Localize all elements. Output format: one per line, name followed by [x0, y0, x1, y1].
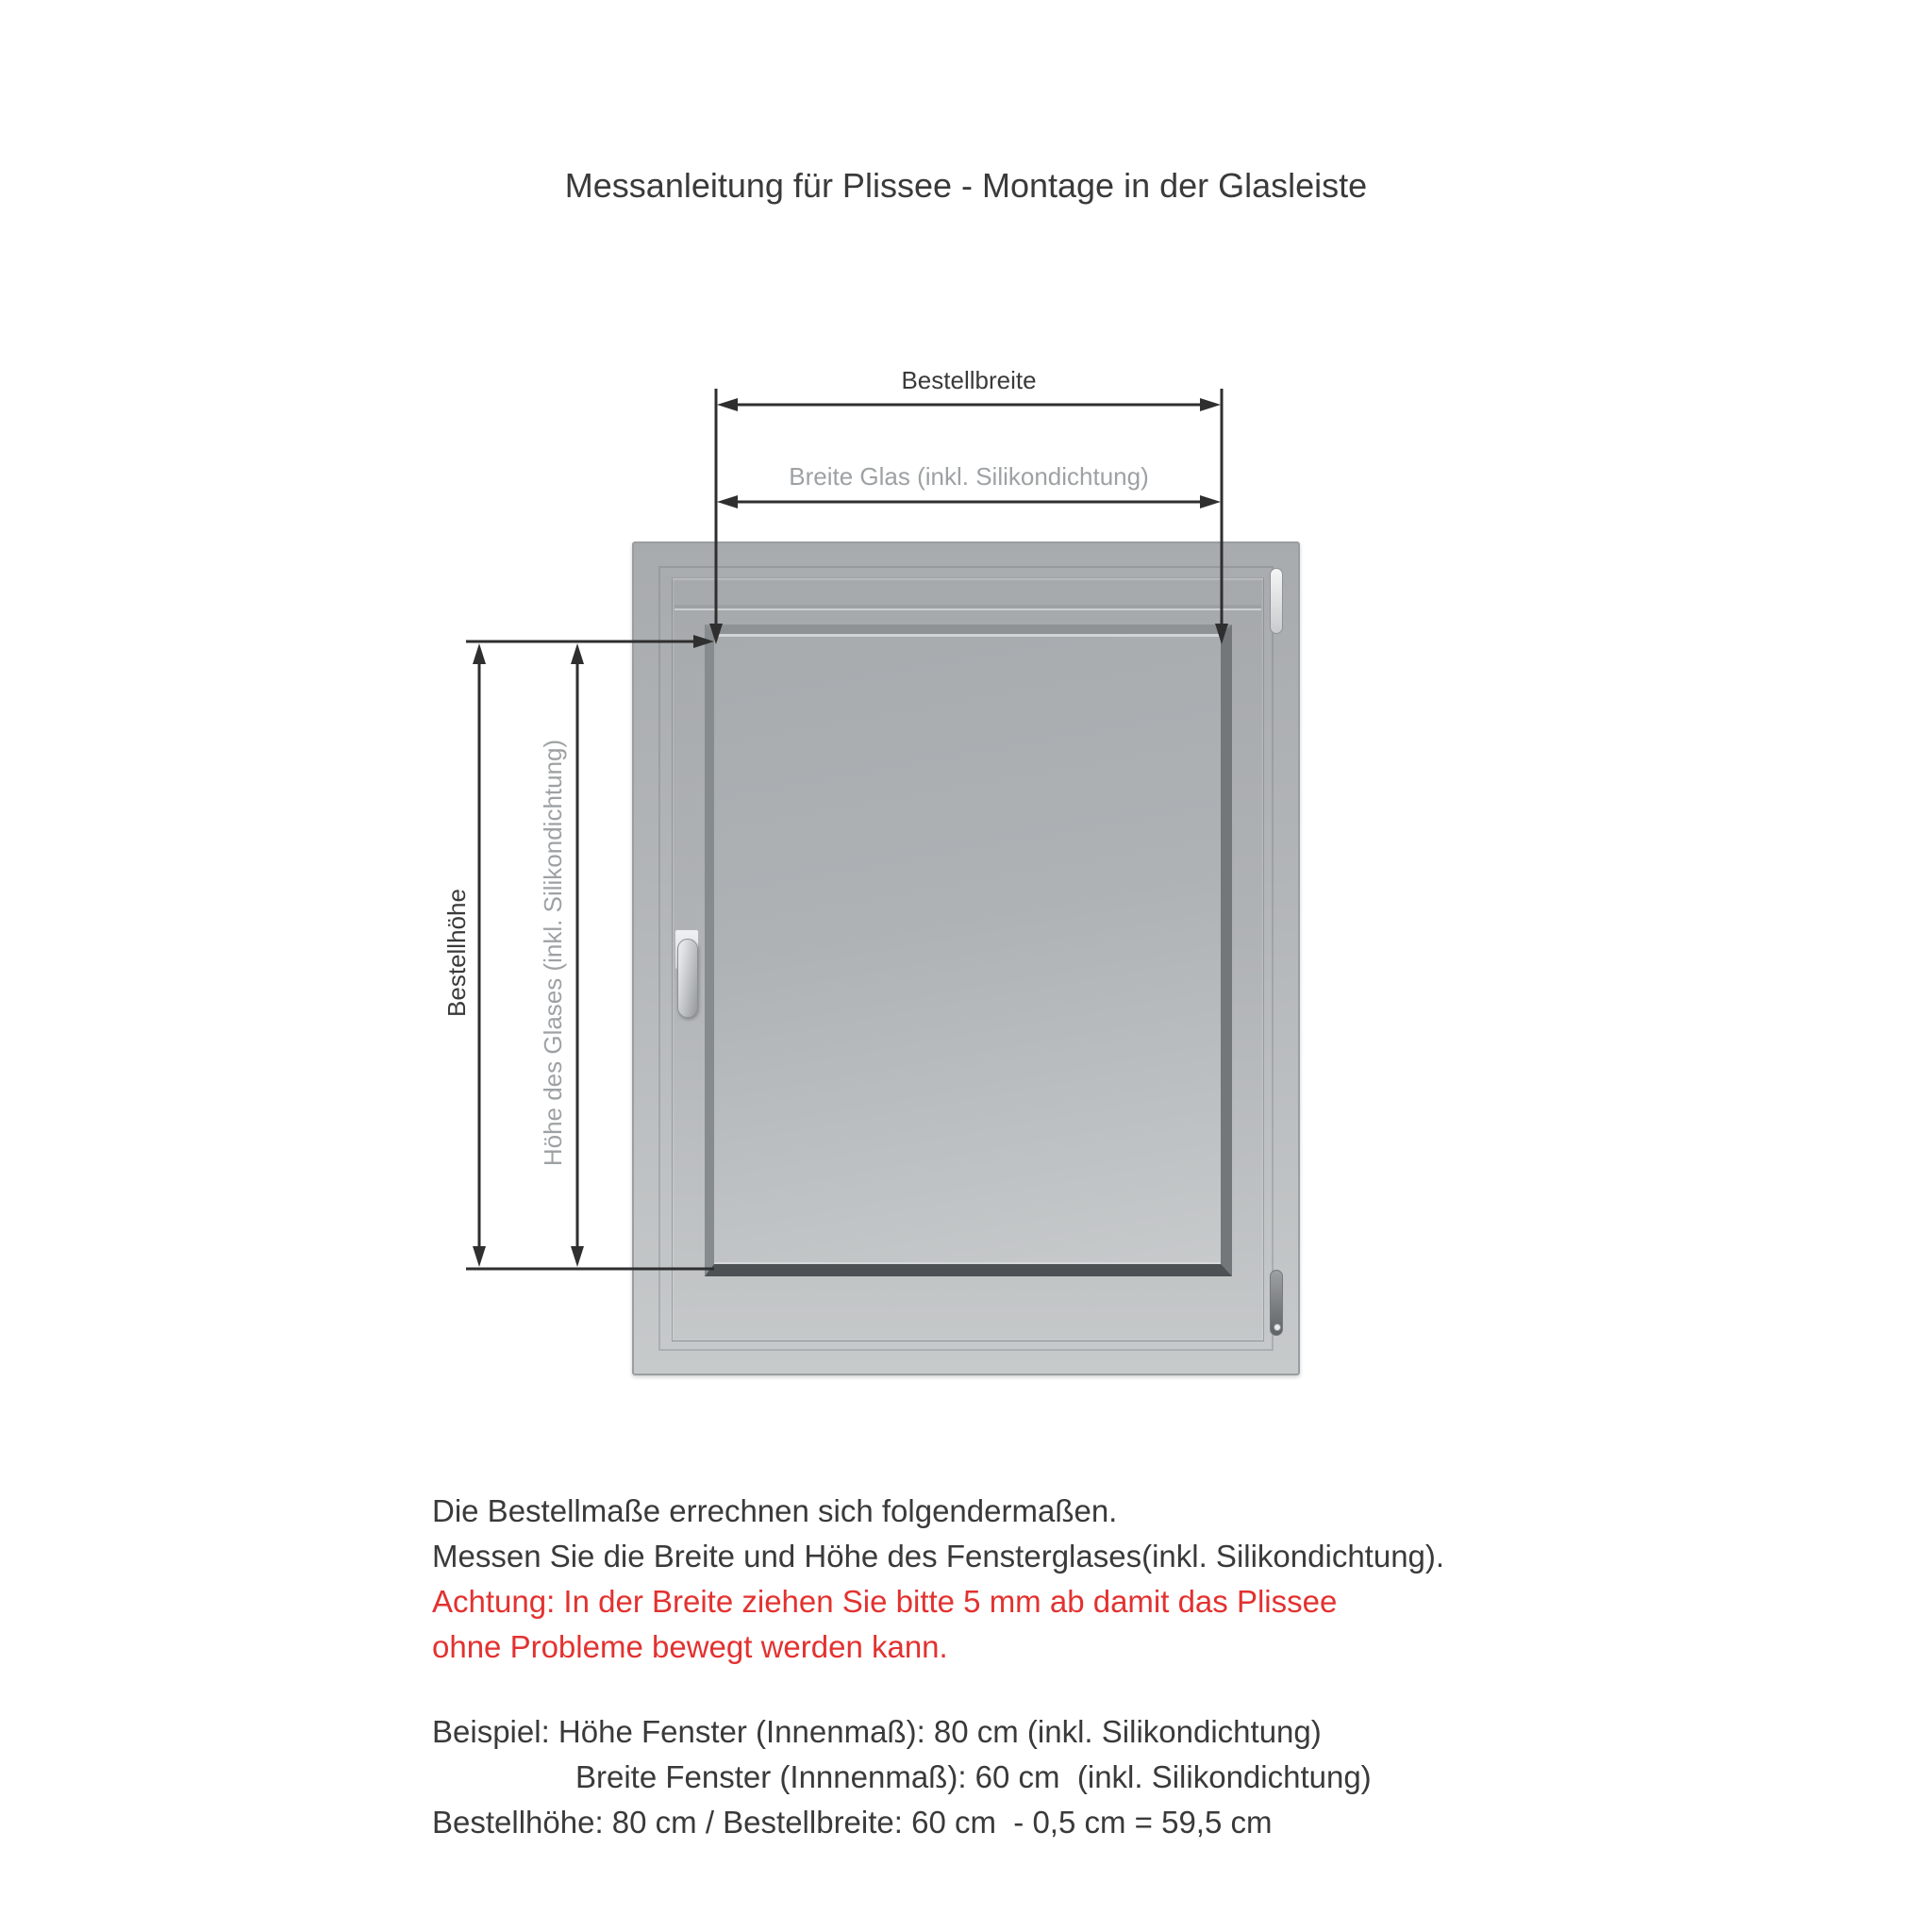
- instruction-line-2: Messen Sie die Breite und Höhe des Fensterglases(inkl. Silikondichtung).: [432, 1539, 1445, 1574]
- sash-top-profile-line: [675, 605, 1261, 610]
- warning-line-2: ohne Probleme bewegt werden kann.: [432, 1629, 948, 1664]
- glass-width-label: Breite Glas (inkl. Silikondichtung): [789, 462, 1149, 491]
- window-handle: [677, 939, 698, 1018]
- glass-height-label: Höhe des Glases (inkl. Silikondichtung): [539, 739, 567, 1167]
- instructions-text: [432, 1489, 1444, 1670]
- example-line-2: Breite Fenster (Innnenmaß): 60 cm (inkl. Silikondichtung): [575, 1759, 1372, 1794]
- page-title: Messanleitung für Plissee - Montage in der Glasleiste: [564, 166, 1368, 205]
- order-height-label: Bestellhöhe: [442, 889, 471, 1017]
- example-text: [432, 1709, 1372, 1845]
- example-line-3: Bestellhöhe: 80 cm / Bestellbreite: 60 cm - 0,5 cm = 59,5 cm: [432, 1805, 1273, 1840]
- silicone-seal-line: [714, 634, 1221, 637]
- hinge-top-icon: [1270, 568, 1283, 634]
- hinge-bottom-icon: [1270, 1270, 1283, 1336]
- hinge-pin-icon: [1274, 1324, 1281, 1331]
- silicone-seal-line-bottom: [714, 1262, 1221, 1264]
- window-sash: [672, 577, 1264, 1341]
- example-line-1: Beispiel: Höhe Fenster (Innenmaß): 80 cm (inkl. Silikondichtung): [432, 1714, 1322, 1749]
- warning-line-1: Achtung: In der Breite ziehen Sie bitte 5 mm ab damit das Plissee: [432, 1584, 1338, 1619]
- window-outer-frame: [632, 541, 1300, 1375]
- window-glass: [705, 625, 1232, 1276]
- order-width-label: Bestellbreite: [901, 366, 1037, 394]
- instruction-line-1: Die Bestellmaße errechnen sich folgendermaßen.: [432, 1493, 1118, 1528]
